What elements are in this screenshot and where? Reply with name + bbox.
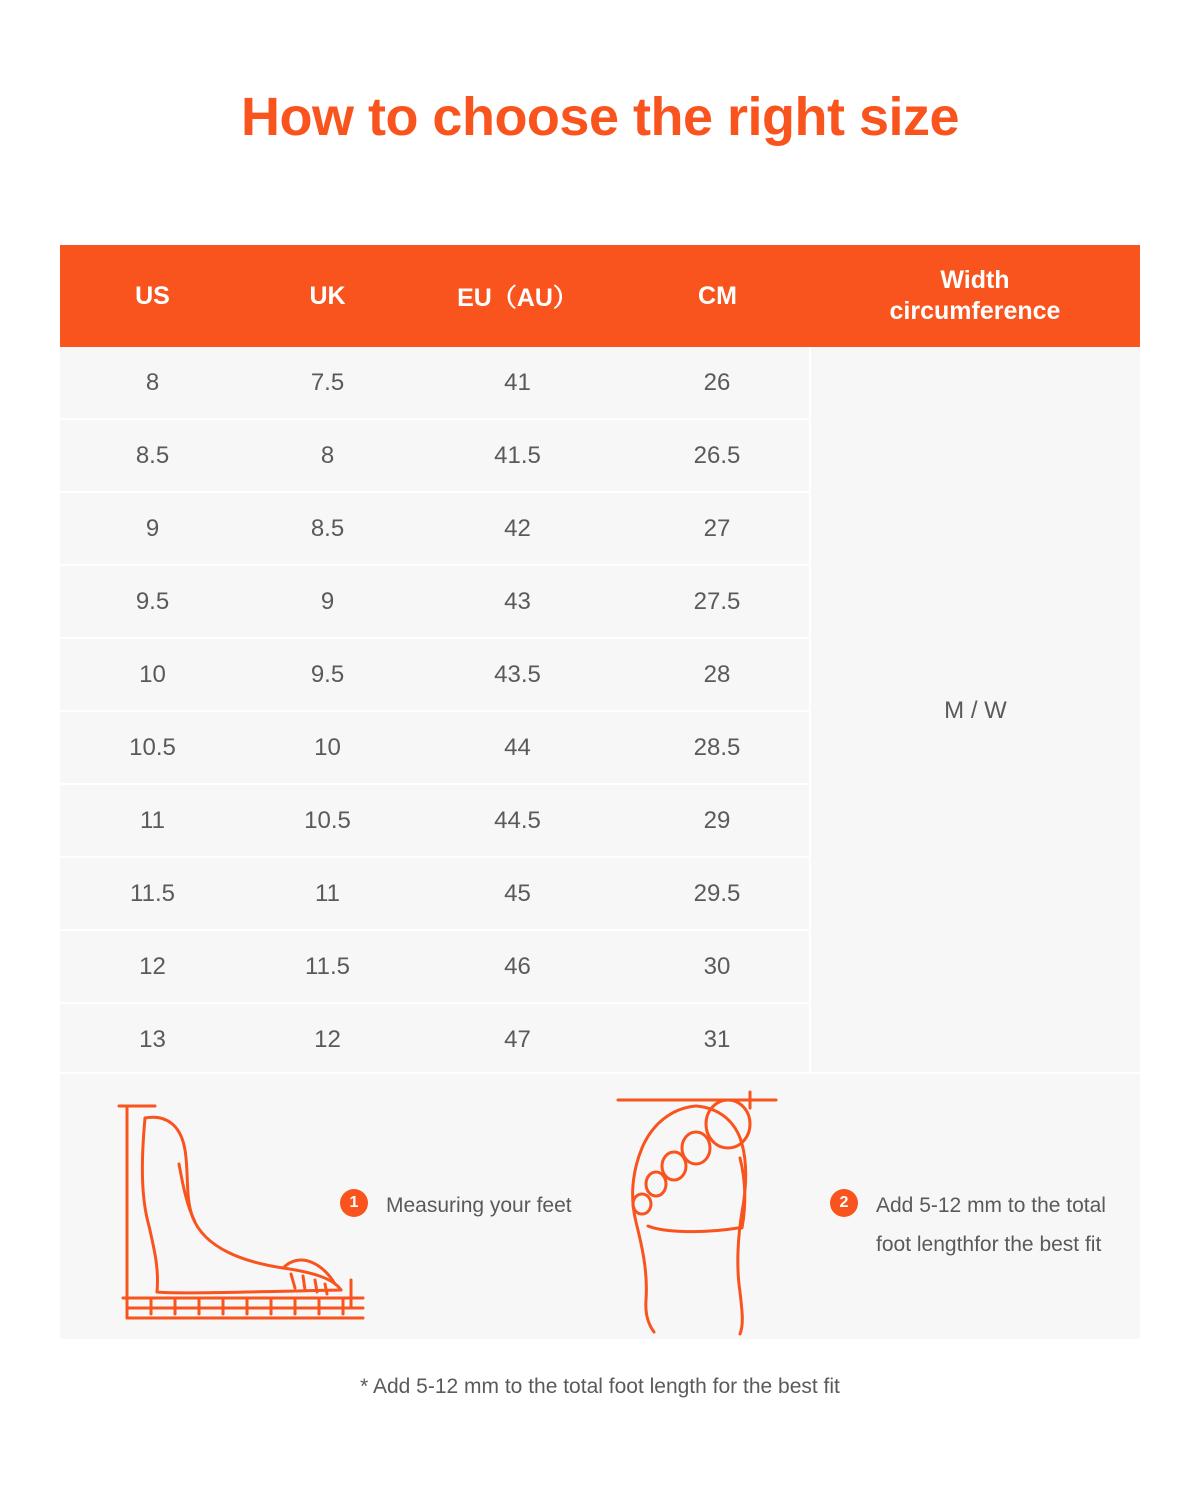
- size-table: [60, 245, 1140, 1075]
- cell-uk: 7.5: [245, 347, 410, 419]
- cell-cm: 28: [625, 638, 810, 711]
- cell-uk: 8.5: [245, 492, 410, 565]
- cell-uk: 9.5: [245, 638, 410, 711]
- cell-uk: 8: [245, 419, 410, 492]
- cell-us: 12: [60, 930, 245, 1003]
- column-header-eu: EU（AU）: [410, 245, 625, 347]
- cell-uk: 12: [245, 1003, 410, 1075]
- step-1-text: Measuring your feet: [386, 1194, 572, 1217]
- cell-eu: 44.5: [410, 784, 625, 857]
- cell-eu: 41.5: [410, 419, 625, 492]
- cell-cm: 30: [625, 930, 810, 1003]
- cell-us: 10: [60, 638, 245, 711]
- column-header-uk: UK: [245, 245, 410, 347]
- column-header-cm: CM: [625, 245, 810, 347]
- cell-eu: 45: [410, 857, 625, 930]
- cell-us: 8: [60, 347, 245, 419]
- cell-eu: 47: [410, 1003, 625, 1075]
- cell-uk: 9: [245, 565, 410, 638]
- cell-eu: 44: [410, 711, 625, 784]
- cell-eu: 46: [410, 930, 625, 1003]
- cell-cm: 28.5: [625, 711, 810, 784]
- column-header-width-line2: circumference: [889, 297, 1061, 325]
- step-1: [340, 1187, 572, 1226]
- cell-eu: 43.5: [410, 638, 625, 711]
- cell-eu: 42: [410, 492, 625, 565]
- cell-us: 10.5: [60, 711, 245, 784]
- column-header-us: US: [60, 245, 245, 347]
- table-header-row: [60, 245, 1140, 347]
- foot-top-view-icon: [600, 1086, 800, 1341]
- page-title: How to choose the right size: [240, 87, 960, 147]
- step-2-text: Add 5-12 mm to the total foot lengthfor the best fit: [876, 1194, 1106, 1256]
- cell-cm: 27.5: [625, 565, 810, 638]
- column-header-width-line1: Width: [940, 265, 1010, 294]
- cell-eu: 43: [410, 565, 625, 638]
- cell-us: 8.5: [60, 419, 245, 492]
- size-chart: [60, 245, 1140, 1075]
- cell-cm: 26.5: [625, 419, 810, 492]
- cell-cm: 29.5: [625, 857, 810, 930]
- measure-instructions-panel: [60, 1072, 1140, 1339]
- cell-uk: 10.5: [245, 784, 410, 857]
- cell-us: 11.5: [60, 857, 245, 930]
- cell-cm: 31: [625, 1003, 810, 1075]
- step-2: [830, 1187, 1126, 1265]
- cell-us: 13: [60, 1003, 245, 1075]
- cell-uk: 11.5: [245, 930, 410, 1003]
- cell-uk: 11: [245, 857, 410, 930]
- cell-cm: 29: [625, 784, 810, 857]
- table-body: [60, 347, 1140, 1075]
- cell-width-circumference: M / W: [810, 347, 1140, 1075]
- cell-cm: 27: [625, 492, 810, 565]
- table-header: [60, 245, 1140, 347]
- cell-uk: 10: [245, 711, 410, 784]
- cell-us: 11: [60, 784, 245, 857]
- cell-us: 9: [60, 492, 245, 565]
- step-2-number: 2: [830, 1189, 858, 1217]
- cell-eu: 41: [410, 347, 625, 419]
- table-row: [60, 347, 1140, 419]
- step-1-number: 1: [340, 1189, 368, 1217]
- cell-us: 9.5: [60, 565, 245, 638]
- footnote: * Add 5-12 mm to the total foot length for the best fit: [360, 1375, 840, 1398]
- cell-cm: 26: [625, 347, 810, 419]
- column-header-width: [810, 245, 1140, 347]
